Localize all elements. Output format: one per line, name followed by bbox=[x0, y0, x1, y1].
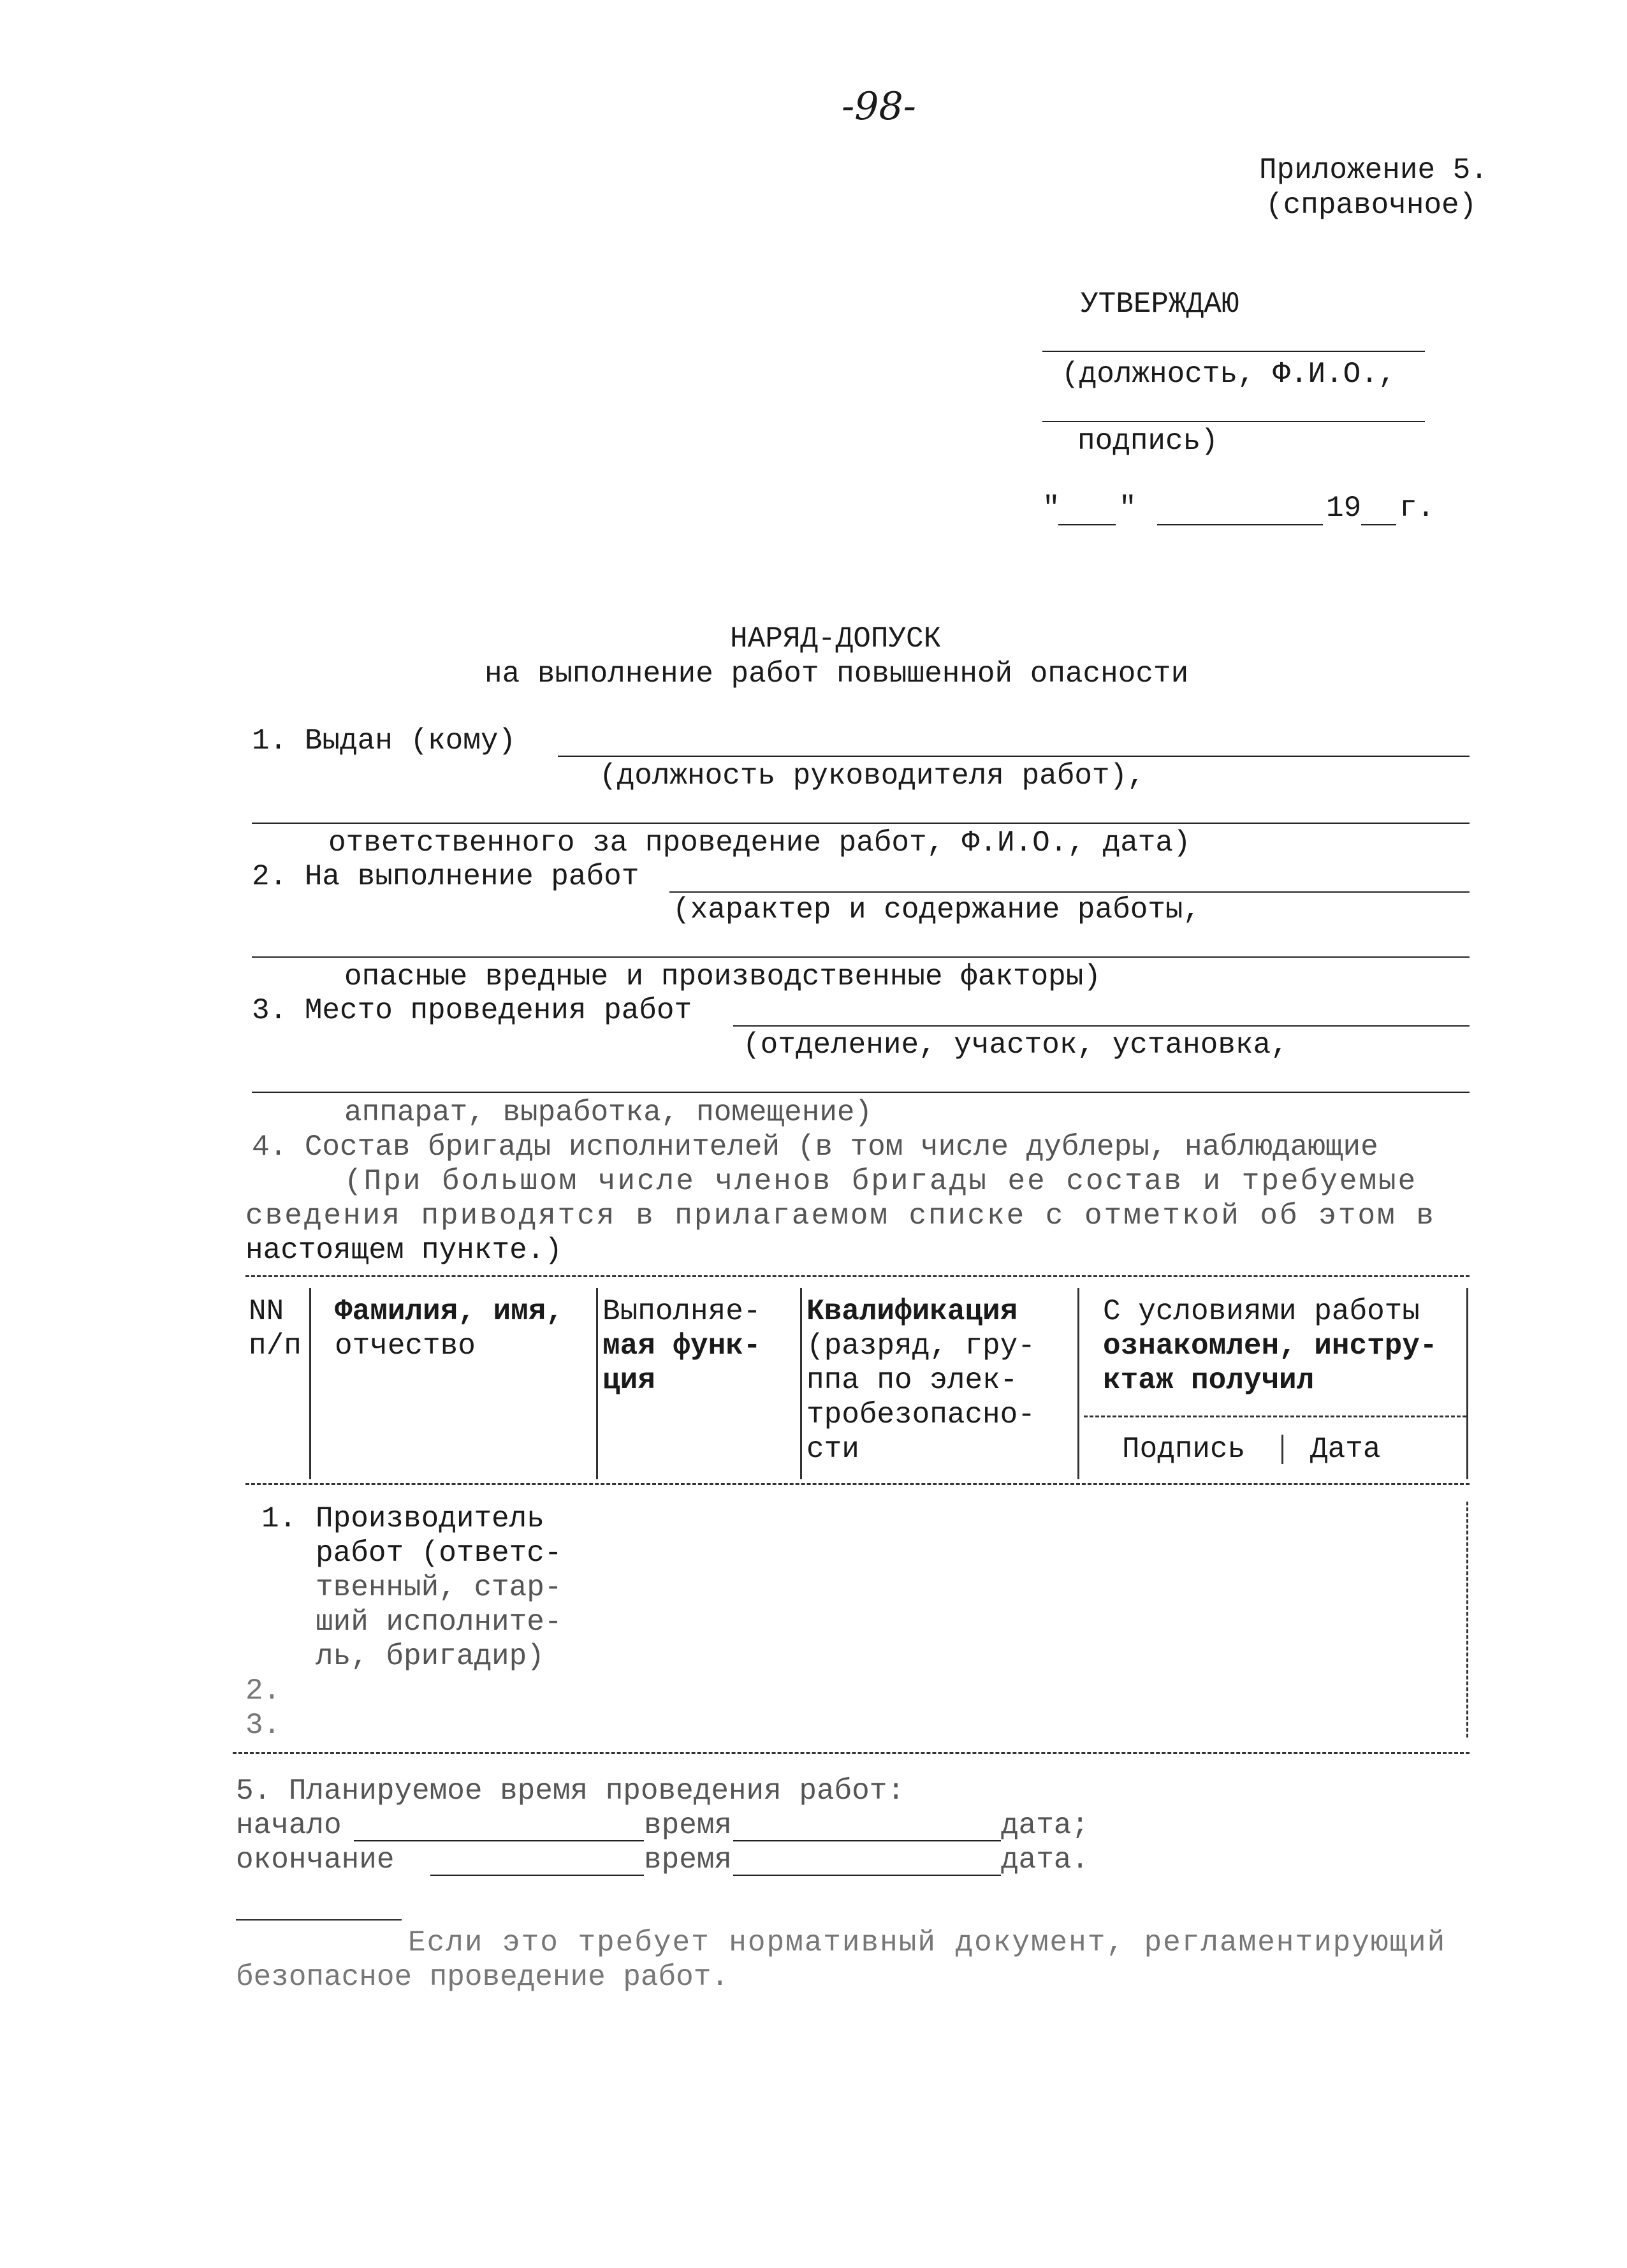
col-divider-3 bbox=[800, 1288, 802, 1479]
col-divider-2 bbox=[596, 1288, 598, 1479]
item4-line-4: настоящем пункте.) bbox=[245, 1234, 562, 1267]
col1-line-1: NN bbox=[249, 1295, 284, 1328]
item2-caption-2: опасные вредные и производственные факторы) bbox=[344, 960, 1101, 993]
approve-caption-2: подпись) bbox=[1077, 425, 1218, 458]
start-field-line bbox=[354, 1840, 644, 1841]
item1-label: 1. Выдан (кому) bbox=[252, 724, 516, 757]
col1-line-2: п/п bbox=[249, 1329, 302, 1363]
row-number: 1. bbox=[261, 1502, 297, 1535]
table-top-border bbox=[245, 1275, 1470, 1277]
start-date-label: дата; bbox=[1001, 1809, 1090, 1842]
col2-line-2: отчество bbox=[335, 1329, 476, 1363]
row-text-line: ль, бригадир) bbox=[316, 1640, 544, 1673]
item4-line-1: 4. Состав бригады исполнителей (в том числе дублеры, наблюдающие bbox=[252, 1130, 1378, 1164]
appendix-subtitle: (справочное) bbox=[1266, 189, 1477, 222]
col2-line-1: Фамилия, имя, bbox=[335, 1295, 564, 1328]
footnote-separator bbox=[236, 1919, 402, 1920]
table-bottom-border bbox=[233, 1752, 1470, 1754]
appendix-title: Приложение 5. bbox=[1259, 154, 1488, 187]
table-body-right-border bbox=[1466, 1502, 1468, 1738]
col4-line-5: сти bbox=[806, 1433, 859, 1466]
footnote-line-1: Если это требует нормативный документ, регламентирующий bbox=[408, 1926, 1447, 1959]
end-date-label: дата. bbox=[1001, 1843, 1090, 1877]
item1-line bbox=[558, 756, 1470, 757]
end-time-line bbox=[733, 1875, 1001, 1876]
approve-label: УТВЕРЖДАЮ bbox=[1081, 288, 1239, 321]
col5-line-2: ознакомлен, инстру- bbox=[1103, 1329, 1438, 1363]
start-label: начало bbox=[236, 1809, 342, 1842]
date-year: 19 bbox=[1326, 492, 1362, 525]
item4-line-2: (При большом числе членов бригады ее состав и требуемые bbox=[344, 1165, 1418, 1198]
end-label: окончание bbox=[236, 1843, 395, 1877]
start-time-label: время bbox=[644, 1809, 733, 1842]
approve-caption-1: (должность, Ф.И.О., bbox=[1062, 358, 1396, 391]
row-text-line: работ (ответс- bbox=[316, 1537, 562, 1570]
row-number: 2. bbox=[245, 1674, 281, 1708]
table-header-bottom bbox=[245, 1483, 1470, 1485]
item3-caption-2: аппарат, выработка, помещение) bbox=[344, 1096, 873, 1129]
table-right-border bbox=[1466, 1288, 1468, 1479]
date-suffix: г. bbox=[1399, 492, 1435, 525]
item4-line-3: сведения приводятся в прилагаемом списке с отметкой об этом в bbox=[245, 1199, 1436, 1233]
row-text-line: Производитель bbox=[316, 1502, 544, 1535]
date-year-line bbox=[1361, 524, 1396, 525]
page-number: -98- bbox=[842, 84, 916, 129]
col4-line-3: ппа по элек- bbox=[806, 1364, 1018, 1397]
item2-label: 2. На выполнение работ bbox=[252, 860, 639, 893]
col5-sub-divider bbox=[1084, 1416, 1466, 1417]
col5-line-3: ктаж получил bbox=[1103, 1364, 1315, 1397]
footnote-line-2: безопасное проведение работ. bbox=[236, 1961, 729, 1994]
col5-sign-label: Подпись bbox=[1122, 1433, 1246, 1466]
start-time-line bbox=[733, 1840, 1001, 1841]
item2-caption-1: (характер и содержание работы, bbox=[673, 893, 1201, 926]
date-month-line bbox=[1157, 524, 1323, 525]
item3-label: 3. Место проведения работ bbox=[252, 994, 692, 1027]
col5-line-1: С условиями работы bbox=[1103, 1295, 1420, 1328]
col4-line-4: тробезопасно- bbox=[806, 1398, 1035, 1431]
item1-line-2 bbox=[252, 823, 1470, 824]
col3-line-3: ция bbox=[602, 1364, 655, 1397]
row-text-line: твенный, стар- bbox=[316, 1571, 562, 1604]
item1-caption-2: ответственного за проведение работ, Ф.И.О., дата) bbox=[328, 826, 1191, 860]
col4-line-2: (разряд, гру- bbox=[806, 1329, 1035, 1363]
approve-line-1 bbox=[1042, 351, 1425, 352]
row-text-line: ший исполните- bbox=[316, 1606, 562, 1639]
row-number: 3. bbox=[245, 1709, 281, 1742]
item3-caption-1: (отделение, участок, установка, bbox=[743, 1028, 1288, 1062]
schedule-heading: 5. Планируемое время проведения работ: bbox=[236, 1774, 905, 1808]
end-time-label: время bbox=[644, 1843, 733, 1877]
item1-caption-1: (должность руководителя работ), bbox=[599, 759, 1145, 793]
col3-line-1: Выполняе- bbox=[602, 1295, 761, 1328]
date-day-line bbox=[1058, 524, 1116, 525]
col5-date-label: Дата bbox=[1310, 1433, 1381, 1466]
col3-line-2: мая функ- bbox=[602, 1329, 761, 1363]
approve-line-2 bbox=[1042, 421, 1425, 422]
date-quote-close: " bbox=[1119, 492, 1137, 525]
col5-sub-col-divider bbox=[1281, 1435, 1283, 1464]
form-subtitle: на выполнение работ повышенной опасности bbox=[485, 657, 1189, 691]
col-divider-4 bbox=[1077, 1288, 1079, 1479]
col-divider-1 bbox=[309, 1288, 311, 1479]
form-title: НАРЯД-ДОПУСК bbox=[730, 622, 942, 655]
col4-line-1: Квалификация bbox=[806, 1295, 1018, 1328]
item3-line-2 bbox=[252, 1092, 1470, 1093]
end-field-line bbox=[430, 1875, 644, 1876]
date-quote-open: " bbox=[1042, 492, 1060, 525]
item2-line-2 bbox=[252, 956, 1470, 958]
item3-line bbox=[733, 1025, 1470, 1027]
